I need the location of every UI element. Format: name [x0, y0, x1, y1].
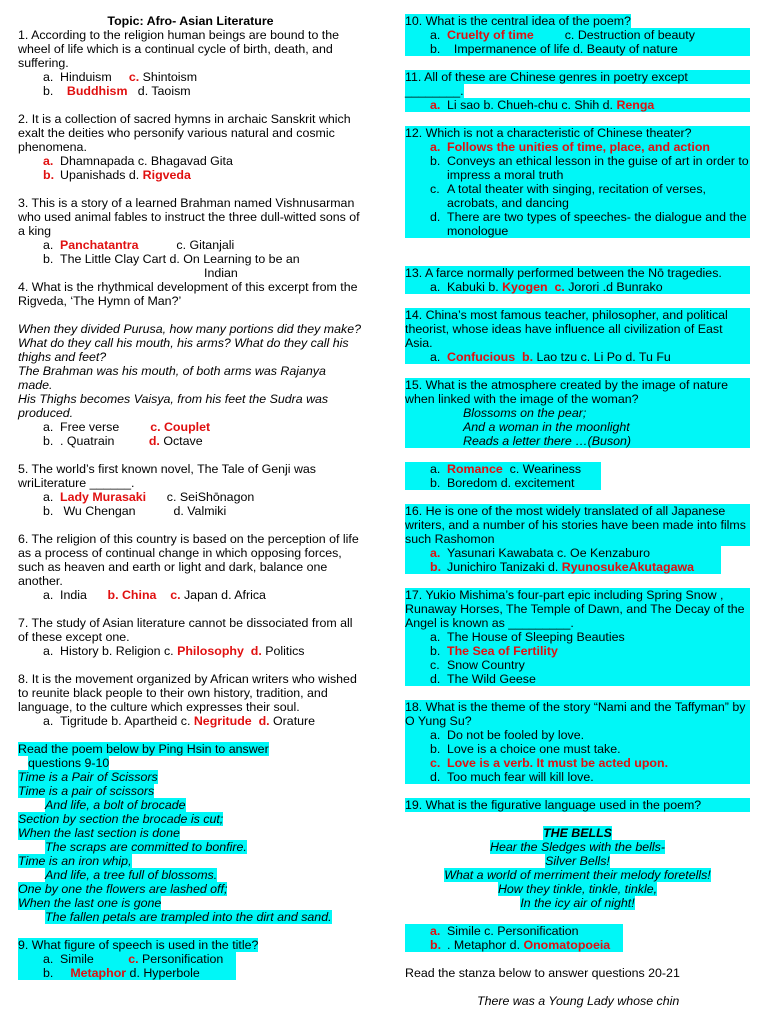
option-row — [18, 966, 236, 980]
question-7 — [18, 616, 363, 658]
question-text: 16. He is one of the most widely translated of all Japanese writers, and a number of his stories have been made into films such Rashomon — [405, 504, 750, 546]
option-d: Octave — [163, 434, 203, 448]
option-row — [405, 630, 750, 644]
poem-line: What a world of merriment their melody foretells! — [444, 868, 711, 882]
option-letter: d. — [430, 210, 441, 224]
answer-option: c. Couplet — [150, 420, 211, 434]
option-b: The Little Clay Cart d. On Learning to be an — [60, 252, 300, 266]
question-text: 14. China’s most famous teacher, philosopher, and political theorist, whose ideas have influence all civilization of East Asia. — [405, 308, 750, 350]
answer-option: RyunosukeAkutagawa — [561, 560, 694, 574]
poem-intro: questions 9-10 — [28, 756, 110, 770]
option-row — [405, 182, 750, 210]
answer-letter: c. — [128, 952, 139, 966]
question-text: 2. It is a collection of sacred hymns in archaic Sanskrit which exalt the deities who personify various natural and cosmic phenomena. — [18, 112, 351, 154]
excerpt-text: The Brahman was his mouth, of both arms was Rajanya made. — [18, 364, 326, 392]
poem-line-row — [18, 910, 363, 924]
option-row — [405, 756, 750, 770]
option-c: Personification — [141, 952, 224, 966]
question-18 — [405, 700, 750, 784]
option-letter: a. — [430, 462, 441, 476]
option-letter: b. — [430, 742, 441, 756]
option-a: Dhamnapada c. Bhagavad Gita — [60, 154, 233, 168]
answer-option: Cruelty of time — [447, 28, 534, 42]
question-text: 4. What is the rhythmical development of this excerpt from the Rigveda, ‘The Hymn of Man?’ — [18, 280, 358, 308]
option-row — [18, 84, 363, 98]
option-d: Politics — [265, 644, 305, 658]
option-a: Li sao b. Chueh-chu c. Shih d. — [447, 98, 617, 112]
answer-letter: b. — [522, 350, 534, 364]
question-text: 3. This is a story of a learned Brahman named Vishnusarman who used animal fables to instruct the three dull-witted sons of a king — [18, 196, 360, 238]
option-row — [405, 938, 623, 952]
option-d: d. Hyperbole — [129, 966, 200, 980]
option-d: d. Taoism — [137, 84, 191, 98]
option-row — [405, 42, 750, 56]
option-d: Orature — [273, 714, 316, 728]
poem-line-row — [18, 798, 363, 812]
answer-letter: d. — [250, 644, 262, 658]
page-title: Topic: Afro- Asian Literature — [107, 14, 274, 28]
option-letter: a. — [430, 728, 441, 742]
option-letter: a. — [43, 70, 54, 84]
option-row — [405, 28, 750, 42]
option-d: There are two types of speeches- the dialogue and the monologue — [447, 210, 747, 238]
option-row — [405, 98, 750, 112]
option-letter: a. — [430, 280, 441, 294]
option-b: Junichiro Tanizaki d. — [447, 560, 562, 574]
answer-letter: d. — [148, 434, 160, 448]
option-row — [18, 588, 363, 602]
option-letter: a. — [43, 714, 54, 728]
answer-letter: c. — [170, 588, 181, 602]
option-row — [405, 644, 750, 658]
option-letter: b. — [43, 252, 54, 266]
question-1 — [18, 28, 363, 98]
poem-title: THE BELLS — [543, 826, 612, 840]
option-row — [405, 350, 750, 364]
option-row — [405, 154, 750, 182]
option-row — [405, 140, 750, 154]
option-letter: b. — [430, 154, 441, 168]
option-a: History b. Religion c. — [60, 644, 178, 658]
poem-line: And life, a tree full of blossoms. — [45, 868, 218, 882]
option-letter: a. — [430, 28, 441, 42]
poem-line-row — [18, 854, 363, 868]
question-text: 15. What is the atmosphere created by the image of nature when linked with the image of the woman? — [405, 378, 750, 406]
question-text: 13. A farce normally performed between the Nō tragedies. — [405, 266, 750, 280]
option-row — [405, 924, 623, 938]
option-b: Impermanence of life d. Beauty of nature — [453, 42, 678, 56]
option-letter: b. — [43, 966, 54, 980]
answer-letter: a. — [430, 98, 441, 112]
option-row — [405, 728, 750, 742]
option-c: c. Destruction of beauty — [564, 28, 695, 42]
option-letter: b. — [43, 434, 54, 448]
poem-line-row — [18, 812, 363, 826]
answer-letter: a. — [430, 924, 441, 938]
answer-option: Metaphor — [70, 966, 127, 980]
left-column — [18, 14, 363, 980]
option-c: Shintoism — [142, 70, 198, 84]
poem-line: Hear the Sledges with the bells- — [490, 840, 665, 854]
option-row — [405, 462, 601, 476]
option-letter: d. — [430, 672, 441, 686]
poem-line: Section by section the brocade is cut; — [18, 812, 224, 826]
option-letter: b. — [430, 476, 441, 490]
question-3 — [18, 196, 363, 280]
option-row — [18, 154, 363, 168]
poem-line: In the icy air of night! — [520, 896, 635, 910]
stanza-intro: Read the stanza below to answer questions 20-21 — [405, 966, 680, 980]
option-b: Boredom d. excitement — [447, 476, 575, 490]
option-row — [18, 714, 363, 728]
option-row — [18, 238, 363, 252]
option-letter: c. — [430, 658, 440, 672]
option-d: The Wild Geese — [447, 672, 536, 686]
option-row — [405, 560, 721, 574]
option-c: Snow Country — [447, 658, 525, 672]
option-letter: b. — [430, 42, 441, 56]
question-8 — [18, 672, 363, 728]
excerpt-text: His Thighs becomes Vaisya, from his feet the Sudra was produced. — [18, 392, 329, 420]
option-letter: a. — [43, 420, 54, 434]
option-b: . Quatrain — [60, 434, 115, 448]
option-a: Do not be fooled by love. — [447, 728, 585, 742]
option-a: Kabuki b. — [447, 280, 503, 294]
answer-option: Romance — [447, 462, 503, 476]
option-b: Conveys an ethical lesson in the guise of art in order to impress a moral truth — [447, 154, 749, 182]
question-2 — [18, 112, 363, 182]
answer-option: The Sea of Fertility — [447, 644, 558, 658]
question-text: 17. Yukio Mishima’s four-part epic including Spring Snow , Runaway Horses, The Temple of Dawn, and The Decay of the Angel is known as _________. — [405, 588, 750, 630]
option-row — [18, 70, 363, 84]
answer-letter: b. — [430, 560, 442, 574]
poem-line-row — [18, 784, 363, 798]
poem-line: Silver Bells! — [545, 854, 610, 868]
question-text: 8. It is the movement organized by African writers who wished to reunite black people to their own history, tradition, and language, to the culture which expresses their soul. — [18, 672, 357, 714]
option-letter: b. — [430, 644, 441, 658]
option-row — [405, 770, 750, 784]
poem-line-row — [18, 770, 363, 784]
answer-letter: b. — [430, 938, 442, 952]
poem-line-row — [18, 868, 363, 882]
option-letter: a. — [43, 490, 54, 504]
question-text: 12. Which is not a characteristic of Chinese theater? — [405, 126, 750, 140]
answer-letter: a. — [430, 546, 441, 560]
option-row — [18, 252, 363, 266]
option-row — [18, 952, 236, 966]
option-b: Love is a choice one must take. — [447, 742, 621, 756]
option-a: Yasunari Kawabata c. Oe Kenzaburo — [447, 546, 650, 560]
option-letter: b. — [43, 504, 54, 518]
question-13 — [405, 266, 750, 294]
answer-letter: c. — [430, 756, 441, 770]
option-row — [18, 434, 363, 448]
poem-line: The scraps are committed to bonfire. — [45, 840, 247, 854]
poem-intro: Read the poem below by Ping Hsin to answer — [18, 742, 269, 756]
question-14 — [405, 308, 750, 364]
option-a: Free verse — [60, 420, 120, 434]
option-row — [405, 476, 601, 490]
poem-line: Reads a letter there …(Buson) — [405, 434, 750, 448]
option-a: Hinduism — [60, 70, 112, 84]
option-d: d. Valmiki — [173, 504, 227, 518]
question-text: 1. According to the religion human beings are bound to the wheel of life which is a continual cycle of birth, death, and suffering. — [18, 28, 340, 70]
option-letter: a. — [43, 588, 54, 602]
poem-line: Time is a Pair of Scissors — [18, 770, 158, 784]
answer-option: Onomatopoeia — [523, 938, 611, 952]
question-text: 6. The religion of this country is based on the perception of life as a process of continual change in which opposing forces, such as heaven and earth or light and dark, balance one another. — [18, 532, 359, 588]
answer-option: Buddhism — [66, 84, 128, 98]
poem-line: When the last one is gone — [18, 896, 162, 910]
option-row — [18, 420, 363, 434]
option-b: Wu Chengan — [63, 504, 136, 518]
answer-option: Love is a verb. It must be acted upon. — [447, 756, 669, 770]
poem-block — [18, 742, 363, 924]
option-row — [18, 490, 363, 504]
question-text: 10. What is the central idea of the poem? — [405, 14, 631, 28]
option-letter: d. — [430, 770, 441, 784]
option-b: Lao tzu c. Li Po d. Tu Fu — [536, 350, 671, 364]
option-b: Upanishads d. — [60, 168, 143, 182]
poem-line: When the last section is done — [18, 826, 180, 840]
poem-line: One by one the flowers are lashed off; — [18, 882, 228, 896]
question-text: 9. What figure of speech is used in the title? — [18, 938, 259, 952]
option-row — [405, 210, 750, 238]
question-16 — [405, 504, 750, 574]
question-17 — [405, 588, 750, 686]
option-a: India — [60, 588, 87, 602]
answer-letter: c. — [554, 280, 565, 294]
question-text: 18. What is the theme of the story “Nami and the Taffyman” by O Yung Su? — [405, 700, 750, 728]
poem-line: The fallen petals are trampled into the dirt and sand. — [45, 910, 332, 924]
poem-line: And life, a bolt of brocade — [45, 798, 186, 812]
question-text: 11. All of these are Chinese genres in poetry except — [405, 70, 750, 84]
option-letter: c. — [430, 182, 440, 196]
question-12 — [405, 126, 750, 238]
option-c: c. SeiShōnagon — [166, 490, 255, 504]
answer-option: Negritude — [193, 714, 252, 728]
question-11 — [405, 70, 750, 112]
poem-line-row — [18, 840, 363, 854]
answer-letter: d. — [258, 714, 270, 728]
poem-line-row — [18, 896, 363, 910]
option-a: The House of Sleeping Beauties — [447, 630, 625, 644]
option-d: Too much fear will kill love. — [447, 770, 594, 784]
poem-line: And a woman in the moonlight — [405, 420, 750, 434]
option-row — [18, 504, 363, 518]
option-row — [405, 742, 750, 756]
answer-option: Confucious — [447, 350, 516, 364]
option-row — [405, 658, 750, 672]
option-letter: a. — [430, 350, 441, 364]
answer-letter: b. — [43, 168, 55, 182]
option-c: A total theater with singing, recitation of verses, acrobats, and dancing — [447, 182, 706, 210]
option-b: . Metaphor d. — [447, 938, 524, 952]
option-c: Japan d. Africa — [183, 588, 266, 602]
answer-option: Philosophy — [177, 644, 244, 658]
question-19 — [405, 798, 750, 952]
question-text: 5. The world’s first known novel, The Tale of Genji was wriLiterature ______. — [18, 462, 316, 490]
answer-option: b. China — [107, 588, 157, 602]
excerpt-text: When they divided Purusa, how many portions did they make? What do they call his mouth, his arms? What do they call his thighs and feet? — [18, 322, 361, 364]
option-row — [18, 644, 363, 658]
option-c: c. Weariness — [509, 462, 582, 476]
answer-letter: a. — [43, 154, 54, 168]
question-text: 7. The study of Asian literature cannot be dissociated from all of these except one. — [18, 616, 353, 644]
option-letter: a. — [43, 952, 54, 966]
option-continuation: Indian — [204, 266, 238, 280]
question-text: 19. What is the figurative language used in the poem? — [405, 798, 750, 812]
answer-letter: c. — [128, 70, 140, 84]
question-15 — [405, 378, 750, 490]
answer-blank: ________. — [405, 84, 464, 98]
answer-option: Lady Murasaki — [60, 490, 147, 504]
poem-line: Time is a pair of scissors — [18, 784, 155, 798]
option-letter: b. — [43, 84, 54, 98]
answer-option: Follows the unities of time, place, and action — [447, 140, 710, 154]
option-letter: a. — [43, 644, 54, 658]
option-row — [405, 672, 750, 686]
poem-line-row — [18, 826, 363, 840]
option-row — [405, 546, 721, 560]
option-row — [18, 168, 363, 182]
option-letter: a. — [430, 630, 441, 644]
poem-line: Blossoms on the pear; — [405, 406, 750, 420]
option-c: Jorori .d Bunrako — [568, 280, 663, 294]
option-a: Tigritude b. Apartheid c. — [60, 714, 194, 728]
answer-option: Kyogen — [502, 280, 548, 294]
poem-line-row — [18, 882, 363, 896]
option-c: c. Gitanjali — [176, 238, 235, 252]
option-a: Simile — [60, 952, 94, 966]
answer-option: Renga — [616, 98, 655, 112]
option-a: Simile c. Personification — [447, 924, 579, 938]
question-9 — [18, 938, 363, 980]
question-5 — [18, 462, 363, 518]
stanza-line: There was a Young Lady whose chin — [477, 994, 680, 1008]
question-6 — [18, 532, 363, 602]
question-10 — [405, 14, 750, 56]
question-4 — [18, 280, 363, 448]
poem-line: Time is an iron whip, — [18, 854, 132, 868]
answer-option: Rigveda — [142, 168, 191, 182]
answer-option: Panchatantra — [60, 238, 139, 252]
option-row — [405, 280, 750, 294]
poem-lines — [18, 770, 363, 924]
option-letter: a. — [43, 238, 54, 252]
poem-line: How they tinkle, tinkle, tinkle, — [497, 882, 658, 896]
right-column — [405, 14, 750, 1008]
answer-letter: a. — [430, 140, 441, 154]
